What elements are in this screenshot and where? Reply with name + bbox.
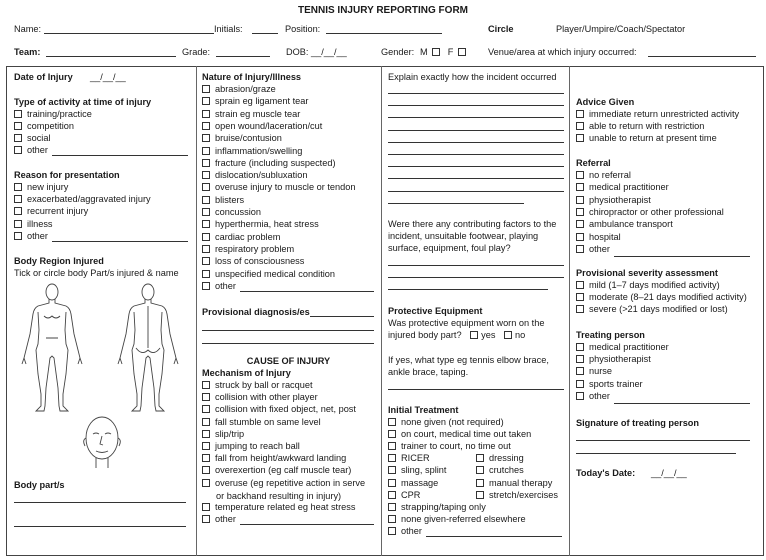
checkbox-label: abrasion/graze xyxy=(215,84,276,94)
gender-label: Gender: xyxy=(381,47,415,57)
checkbox-label: able to return with restriction xyxy=(589,121,705,132)
checkbox-label: bruise/contusion xyxy=(215,133,282,144)
checkbox-option[interactable] xyxy=(202,392,318,403)
protective-line-1: Was protective equipment worn on the xyxy=(388,318,545,328)
body-parts-field-2[interactable] xyxy=(14,526,186,527)
checkbox-icon[interactable] xyxy=(202,147,210,155)
checkbox-option[interactable] xyxy=(576,207,724,218)
checkbox-label: other xyxy=(589,390,610,401)
checkbox-label: physiotherapist xyxy=(589,354,651,365)
checkbox-option[interactable] xyxy=(388,490,420,501)
checkbox-icon[interactable] xyxy=(202,245,210,253)
checkbox-option[interactable] xyxy=(476,478,552,489)
checkbox-icon[interactable] xyxy=(14,195,22,203)
checkbox-option[interactable] xyxy=(202,232,280,243)
checkbox-icon[interactable] xyxy=(576,233,584,241)
body-parts-label: Body part/s xyxy=(14,480,65,490)
column-divider-1 xyxy=(196,66,197,556)
checkbox-icon[interactable] xyxy=(576,367,584,375)
checkbox-label: hyperthermia, heat stress xyxy=(215,219,319,230)
iftype-line-1: If yes, what type eg tennis elbow brace, xyxy=(388,355,549,365)
checkbox-option[interactable] xyxy=(388,417,504,428)
checkbox-option[interactable] xyxy=(202,269,335,280)
date-of-injury-field[interactable]: __/__/__ xyxy=(90,72,126,82)
checkbox-label: other xyxy=(27,230,48,241)
checkbox-label: hospital xyxy=(589,231,621,242)
checkbox-option[interactable] xyxy=(14,145,48,156)
checkbox-option[interactable] xyxy=(202,195,244,206)
checkbox-option[interactable] xyxy=(14,133,51,144)
checkbox-icon[interactable] xyxy=(202,479,210,487)
checkbox-label: medical practitioner xyxy=(589,182,669,193)
dob-label: DOB: xyxy=(286,47,309,57)
protective-title: Protective Equipment xyxy=(388,306,483,316)
checkbox-icon[interactable] xyxy=(388,527,396,535)
checkbox-option[interactable] xyxy=(202,478,365,489)
checkbox-label: on court, medical time out taken xyxy=(401,429,532,440)
checkbox-option[interactable] xyxy=(202,429,244,440)
protective-line-2: injured body part? xyxy=(388,330,462,340)
gender-m-checkbox[interactable] xyxy=(432,48,440,56)
checkbox-option[interactable] xyxy=(576,342,669,353)
gender-options xyxy=(420,47,471,58)
checkbox-option[interactable] xyxy=(202,96,308,107)
name-label: Name: xyxy=(14,24,42,34)
checkbox-label: chiropractor or other professional xyxy=(589,206,724,217)
checkbox-label: collision with other player xyxy=(215,392,318,403)
checkbox-icon[interactable] xyxy=(576,196,584,204)
checkbox-label: unable to return at present time xyxy=(589,133,717,144)
circle-label: Circle xyxy=(488,24,514,34)
checkbox-option[interactable] xyxy=(576,379,643,390)
checkbox-option[interactable] xyxy=(14,182,68,193)
checkbox-option[interactable] xyxy=(202,133,282,144)
checkbox-icon[interactable] xyxy=(576,245,584,253)
factors-line-2: incident, unsuitable footwear, playing xyxy=(388,231,539,241)
checkbox-option[interactable] xyxy=(576,195,651,206)
column-divider-3 xyxy=(569,66,570,556)
factors-field-3[interactable] xyxy=(388,289,548,290)
checkbox-option[interactable] xyxy=(202,417,321,428)
checkbox-option[interactable] xyxy=(388,465,446,476)
treating-other-field[interactable] xyxy=(614,403,750,404)
signature-label: Signature of treating person xyxy=(576,418,700,428)
checkbox-option[interactable] xyxy=(202,404,356,415)
checkbox-option[interactable] xyxy=(576,366,612,377)
checkbox-label: struck by ball or racquet xyxy=(215,380,313,390)
checkbox-label: sprain eg ligament tear xyxy=(215,96,309,107)
checkbox-icon[interactable] xyxy=(14,207,22,215)
checkbox-icon[interactable] xyxy=(388,479,396,487)
checkbox-icon[interactable] xyxy=(576,208,584,216)
grade-field[interactable] xyxy=(216,56,270,57)
checkbox-option[interactable] xyxy=(476,453,524,464)
checkbox-icon[interactable] xyxy=(202,122,210,130)
checkbox-icon[interactable] xyxy=(576,110,584,118)
protective-type-field[interactable] xyxy=(388,389,564,390)
column-divider-2 xyxy=(381,66,382,556)
mechanism-title: Mechanism of Injury xyxy=(202,368,291,378)
checkbox-option[interactable] xyxy=(202,182,355,193)
checkbox-icon[interactable] xyxy=(14,122,22,130)
checkbox-icon[interactable] xyxy=(576,380,584,388)
checkbox-option[interactable] xyxy=(576,292,747,303)
explain-line[interactable] xyxy=(388,142,564,143)
checkbox-label: trainer to court, no time out xyxy=(401,441,511,452)
checkbox-label: other xyxy=(215,514,236,525)
checkbox-option[interactable] xyxy=(576,391,610,402)
checkbox-icon[interactable] xyxy=(576,305,584,313)
checkbox-option[interactable] xyxy=(14,231,48,242)
checkbox-option[interactable] xyxy=(576,354,651,365)
signature-field-1[interactable] xyxy=(576,440,750,441)
team-label: Team: xyxy=(14,47,41,57)
checkbox-icon[interactable] xyxy=(202,282,210,290)
position-field[interactable] xyxy=(326,33,442,34)
activity-title: Type of activity at time of injury xyxy=(14,97,152,107)
checkbox-label: recurrent injury xyxy=(27,206,89,217)
diagnosis-field-2[interactable] xyxy=(202,330,374,331)
dob-field[interactable]: __/__/__ xyxy=(311,47,347,57)
checkbox-option[interactable] xyxy=(202,219,319,230)
checkbox-icon[interactable] xyxy=(202,196,210,204)
referral-other-field[interactable] xyxy=(614,256,750,257)
checkbox-option[interactable] xyxy=(576,219,673,230)
checkbox-option[interactable] xyxy=(202,465,351,476)
checkbox-option[interactable] xyxy=(202,146,302,157)
explain-line[interactable] xyxy=(388,191,564,192)
checkbox-icon[interactable] xyxy=(476,466,484,474)
checkbox-option[interactable] xyxy=(202,380,313,391)
provisional-diagnosis-label: Provisional diagnosis/es xyxy=(202,307,310,317)
checkbox-icon[interactable] xyxy=(576,355,584,363)
checkbox-option[interactable] xyxy=(576,133,717,144)
checkbox-icon[interactable] xyxy=(202,159,210,167)
checkbox-label: slip/trip xyxy=(215,428,245,439)
checkbox-icon[interactable] xyxy=(202,257,210,265)
protective-no-label: no xyxy=(515,330,526,340)
todays-date-field[interactable]: __/__/__ xyxy=(651,468,687,478)
body-back-diagram[interactable] xyxy=(110,282,186,416)
position-label: Position: xyxy=(285,24,321,34)
checkbox-option[interactable] xyxy=(202,84,276,95)
treatment-title: Initial Treatment xyxy=(388,405,459,415)
signature-field-2[interactable] xyxy=(576,453,736,454)
nature-other-field[interactable] xyxy=(240,291,374,292)
checkbox-label: RICER xyxy=(401,453,430,464)
activity-other-field[interactable] xyxy=(52,155,188,156)
checkbox-label: overuse injury to muscle or tendon xyxy=(215,182,356,193)
diagnosis-field-3[interactable] xyxy=(202,343,374,344)
checkbox-icon[interactable] xyxy=(202,405,210,413)
checkbox-option[interactable] xyxy=(202,121,322,132)
checkbox-label: cardiac problem xyxy=(215,231,281,242)
checkbox-icon[interactable] xyxy=(202,454,210,462)
checkbox-icon[interactable] xyxy=(14,146,22,154)
checkbox-label: ambulance transport xyxy=(589,219,673,230)
protective-yes-checkbox[interactable] xyxy=(470,331,478,339)
explain-line[interactable] xyxy=(388,203,524,204)
checkbox-option[interactable] xyxy=(202,281,236,292)
checkbox-icon[interactable] xyxy=(202,233,210,241)
checkbox-label: fall from height/awkward landing xyxy=(215,453,347,464)
checkbox-icon[interactable] xyxy=(14,110,22,118)
checkbox-label: moderate (8–21 days modified activity) xyxy=(589,292,747,303)
checkbox-icon[interactable] xyxy=(202,418,210,426)
team-field[interactable] xyxy=(46,56,176,57)
checkbox-icon[interactable] xyxy=(388,454,396,462)
grade-label: Grade: xyxy=(182,47,211,57)
factors-line-1: Were there any contributing factors to the xyxy=(388,219,557,229)
checkbox-icon[interactable] xyxy=(476,454,484,462)
explain-label: Explain exactly how the incident occurred xyxy=(388,72,557,82)
checkbox-label: other xyxy=(401,525,422,536)
checkbox-option[interactable] xyxy=(202,502,355,513)
checkbox-option[interactable] xyxy=(476,490,558,501)
checkbox-label: strain eg muscle tear xyxy=(215,108,301,119)
checkbox-icon[interactable] xyxy=(202,270,210,278)
initials-label: Initials: xyxy=(214,24,243,34)
checkbox-icon[interactable] xyxy=(202,393,210,401)
referral-title: Referral xyxy=(576,158,611,168)
checkbox-option[interactable] xyxy=(14,121,74,132)
checkbox-option[interactable] xyxy=(576,170,631,181)
checkbox-label: respiratory problem xyxy=(215,243,295,254)
factors-field-2[interactable] xyxy=(388,277,564,278)
checkbox-icon[interactable] xyxy=(576,183,584,191)
checkbox-option[interactable] xyxy=(576,182,669,193)
checkbox-icon[interactable] xyxy=(202,466,210,474)
checkbox-label: no referral xyxy=(589,170,631,180)
explain-line[interactable] xyxy=(388,130,564,131)
checkbox-label: overexertion (eg calf muscle tear) xyxy=(215,465,352,476)
mechanism-other-field[interactable] xyxy=(240,524,374,525)
checkbox-icon[interactable] xyxy=(576,171,584,179)
checkbox-label: stretch/exercises xyxy=(489,489,558,500)
checkbox-icon[interactable] xyxy=(388,430,396,438)
checkbox-label: exacerbated/aggravated injury xyxy=(27,194,151,205)
body-parts-field-1[interactable] xyxy=(14,502,186,503)
checkbox-option[interactable] xyxy=(576,280,720,291)
checkbox-option[interactable] xyxy=(14,219,53,230)
checkbox-icon[interactable] xyxy=(14,183,22,191)
checkbox-icon[interactable] xyxy=(576,281,584,289)
checkbox-label: concussion xyxy=(215,207,261,217)
body-region-instructions: Tick or circle body Part/s injured & name xyxy=(14,268,179,278)
checkbox-option[interactable] xyxy=(576,109,739,120)
checkbox-label: other xyxy=(589,243,610,254)
explain-line[interactable] xyxy=(388,117,564,118)
checkbox-option[interactable] xyxy=(202,441,300,452)
checkbox-icon[interactable] xyxy=(202,515,210,523)
checkbox-icon[interactable] xyxy=(576,293,584,301)
treatment-other-field[interactable] xyxy=(426,536,562,537)
checkbox-icon[interactable] xyxy=(576,122,584,130)
checkbox-label: dislocation/subluxation xyxy=(215,170,308,181)
checkbox-icon[interactable] xyxy=(576,134,584,142)
checkbox-option[interactable] xyxy=(476,465,524,476)
checkbox-option[interactable] xyxy=(202,207,261,218)
checkbox-label: loss of consciousness xyxy=(215,256,305,267)
checkbox-icon[interactable] xyxy=(202,134,210,142)
checkbox-label: social xyxy=(27,133,51,143)
gender-f-checkbox[interactable] xyxy=(458,48,466,56)
checkbox-icon[interactable] xyxy=(202,110,210,118)
checkbox-option[interactable] xyxy=(388,478,438,489)
checkbox-label: CPR xyxy=(401,489,421,500)
checkbox-icon[interactable] xyxy=(202,85,210,93)
checkbox-label: immediate return unrestricted activity xyxy=(589,109,740,119)
checkbox-label: medical practitioner xyxy=(589,342,669,352)
nature-title: Nature of Injury/Illness xyxy=(202,72,302,82)
checkbox-icon[interactable] xyxy=(14,220,22,228)
checkbox-icon[interactable] xyxy=(476,479,484,487)
checkbox-label: manual therapy xyxy=(489,477,553,488)
checkbox-icon[interactable] xyxy=(202,220,210,228)
checkbox-icon[interactable] xyxy=(388,418,396,426)
checkbox-option[interactable] xyxy=(14,109,92,120)
checkbox-label: temperature related eg heat stress xyxy=(215,502,356,512)
checkbox-option[interactable] xyxy=(202,256,304,267)
mech-overuse-continuation: or backhand resulting in injury) xyxy=(216,491,342,501)
checkbox-label: mild (1–7 days modified activity) xyxy=(589,280,720,290)
checkbox-label: nurse xyxy=(589,366,612,377)
protective-yes-label: yes xyxy=(481,330,496,340)
gender-f-label: F xyxy=(447,47,454,57)
form-title: TENNIS INJURY REPORTING FORM xyxy=(297,5,468,16)
checkbox-icon[interactable] xyxy=(14,232,22,240)
checkbox-option[interactable] xyxy=(388,514,526,525)
checkbox-option[interactable] xyxy=(202,244,294,255)
explain-line[interactable] xyxy=(388,105,564,106)
checkbox-option[interactable] xyxy=(388,429,531,440)
checkbox-label: sports trainer xyxy=(589,378,643,389)
checkbox-label: fall stumble on same level xyxy=(215,416,321,427)
checkbox-option[interactable] xyxy=(576,232,621,243)
checkbox-option[interactable] xyxy=(14,206,88,217)
checkbox-icon[interactable] xyxy=(202,430,210,438)
gender-m-label: M xyxy=(420,47,428,57)
checkbox-option[interactable] xyxy=(14,194,151,205)
checkbox-icon[interactable] xyxy=(388,503,396,511)
iftype-line-2: ankle brace, taping. xyxy=(388,367,469,377)
advice-title: Advice Given xyxy=(576,97,635,107)
checkbox-option[interactable] xyxy=(388,453,430,464)
checkbox-label: dressing xyxy=(489,453,524,464)
checkbox-option[interactable] xyxy=(202,109,300,120)
checkbox-option[interactable] xyxy=(576,304,728,315)
checkbox-label: jumping to reach ball xyxy=(215,441,300,451)
checkbox-icon[interactable] xyxy=(476,491,484,499)
explain-line[interactable] xyxy=(388,166,564,167)
name-field[interactable] xyxy=(44,33,214,34)
checkbox-label: illness xyxy=(27,218,53,229)
body-front-diagram[interactable] xyxy=(14,282,90,416)
body-region-title: Body Region Injured xyxy=(14,256,104,266)
checkbox-label: other xyxy=(215,280,236,291)
checkbox-label: blisters xyxy=(215,194,245,205)
checkbox-label: unspecified medical condition xyxy=(215,268,336,279)
protective-no-checkbox[interactable] xyxy=(504,331,512,339)
explain-line[interactable] xyxy=(388,154,564,155)
checkbox-option[interactable] xyxy=(388,526,422,537)
checkbox-label: collision with fixed object, net, post xyxy=(215,404,356,415)
explain-line[interactable] xyxy=(388,178,564,179)
checkbox-option[interactable] xyxy=(576,121,704,132)
checkbox-icon[interactable] xyxy=(388,442,396,450)
treating-person-title: Treating person xyxy=(576,330,645,340)
checkbox-icon[interactable] xyxy=(202,503,210,511)
checkbox-option[interactable] xyxy=(202,514,236,525)
checkbox-option[interactable] xyxy=(202,170,307,181)
checkbox-option[interactable] xyxy=(388,441,511,452)
checkbox-option[interactable] xyxy=(388,502,486,513)
todays-date-label: Today's Date: xyxy=(576,468,636,478)
checkbox-option[interactable] xyxy=(202,158,336,169)
checkbox-label: other xyxy=(27,145,48,155)
checkbox-label: crutches xyxy=(489,465,524,476)
checkbox-option[interactable] xyxy=(576,244,610,255)
venue-field[interactable] xyxy=(648,56,756,57)
factors-line-3: surface, equipment, foul play? xyxy=(388,243,511,253)
checkbox-icon[interactable] xyxy=(202,171,210,179)
checkbox-label: fracture (including suspected) xyxy=(215,157,336,168)
cause-of-injury-title: CAUSE OF INJURY xyxy=(246,356,331,366)
checkbox-label: none given-referred elsewhere xyxy=(401,513,526,524)
checkbox-label: open wound/laceration/cut xyxy=(215,120,323,131)
checkbox-label: competition xyxy=(27,121,74,131)
checkbox-label: training/practice xyxy=(27,109,92,119)
checkbox-option[interactable] xyxy=(202,453,346,464)
checkbox-icon[interactable] xyxy=(202,442,210,450)
date-of-injury-label: Date of Injury xyxy=(14,72,73,82)
checkbox-label: physiotherapist xyxy=(589,194,651,205)
checkbox-icon[interactable] xyxy=(388,466,396,474)
checkbox-icon[interactable] xyxy=(388,491,396,499)
checkbox-label: severe (>21 days modified or lost) xyxy=(589,304,728,315)
checkbox-label: strapping/taping only xyxy=(401,501,486,512)
diagnosis-field-1[interactable] xyxy=(310,316,374,317)
reason-title: Reason for presentation xyxy=(14,170,120,180)
checkbox-icon[interactable] xyxy=(576,220,584,228)
checkbox-icon[interactable] xyxy=(388,515,396,523)
checkbox-icon[interactable] xyxy=(576,343,584,351)
checkbox-icon[interactable] xyxy=(202,97,210,105)
severity-title: Provisional severity assessment xyxy=(576,268,718,278)
checkbox-icon[interactable] xyxy=(576,392,584,400)
face-diagram[interactable] xyxy=(78,412,126,470)
explain-line[interactable] xyxy=(388,93,564,94)
initials-field[interactable] xyxy=(252,33,278,34)
checkbox-icon[interactable] xyxy=(202,208,210,216)
checkbox-label: new injury xyxy=(27,182,69,192)
checkbox-label: none given (not required) xyxy=(401,417,504,427)
reason-other-field[interactable] xyxy=(52,241,188,242)
checkbox-label: inflammation/swelling xyxy=(215,145,303,156)
checkbox-icon[interactable] xyxy=(202,183,210,191)
circle-options[interactable]: Player/Umpire/Coach/Spectator xyxy=(556,24,686,34)
checkbox-label: overuse (eg repetitive action in serve xyxy=(215,477,366,488)
checkbox-label: massage xyxy=(401,477,439,488)
checkbox-label: sling, splint xyxy=(401,465,447,476)
venue-label: Venue/area at which injury occurred: xyxy=(488,47,637,57)
checkbox-icon[interactable] xyxy=(14,134,22,142)
checkbox-icon[interactable] xyxy=(202,381,210,389)
protective-question-row xyxy=(388,330,525,341)
factors-field-1[interactable] xyxy=(388,265,564,266)
